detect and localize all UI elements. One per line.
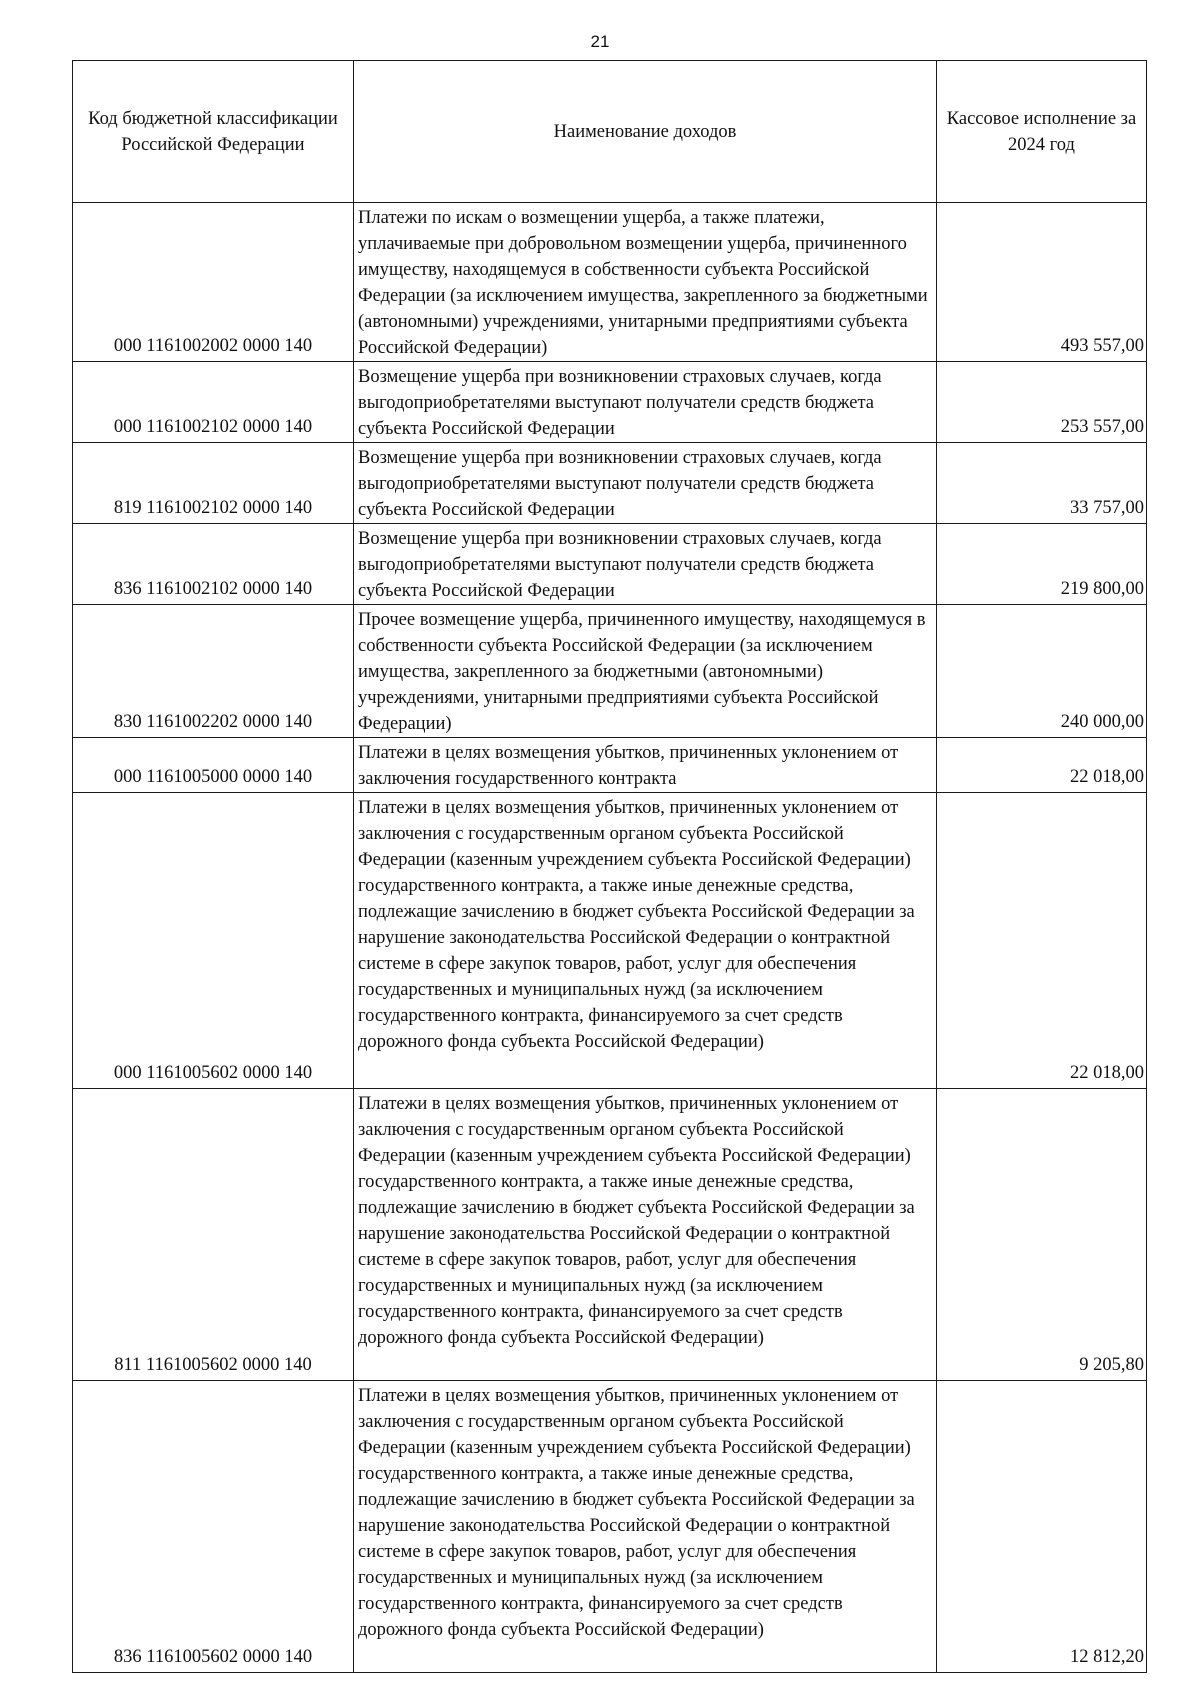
header-name: Наименование доходов: [354, 61, 937, 203]
table-header: [73, 61, 1147, 203]
header-amount: Кассовое исполнение за 2024 год: [937, 61, 1147, 203]
row-code: 000 1161002002 0000 140: [73, 203, 354, 362]
row-name: Платежи в целях возмещения убытков, причиненных уклонением от заключения с государственным органом субъекта Российской Федерации (казенным учреждением субъекта Российской Федерации) государственного контракта, а также иные денежные средства, подлежащие зачислению в бюджет субъекта Российской Федерации за нарушение законодательства Российской Федерации о контрактной системе в сфере закупок товаров, работ, услуг для обеспечения государственных и муниципальных нужд (за исключением государственного контракта, финансируемого за счет средств дорожного фонда субъекта Российской Федерации): [354, 793, 937, 1089]
row-amount: 219 800,00: [937, 524, 1147, 605]
row-name: Платежи в целях возмещения убытков, причиненных уклонением от заключения с государственным органом субъекта Российской Федерации (казенным учреждением субъекта Российской Федерации) государственного контракта, а также иные денежные средства, подлежащие зачислению в бюджет субъекта Российской Федерации за нарушение законодательства Российской Федерации о контрактной системе в сфере закупок товаров, работ, услуг для обеспечения государственных и муниципальных нужд (за исключением государственного контракта, финансируемого за счет средств дорожного фонда субъекта Российской Федерации): [354, 1089, 937, 1381]
row-name: Платежи в целях возмещения убытков, причиненных уклонением от заключения государственного контракта: [354, 738, 937, 793]
table-row: [73, 362, 1147, 443]
row-code: 836 1161005602 0000 140: [73, 1381, 354, 1673]
row-name: Прочее возмещение ущерба, причиненного имуществу, находящемуся в собственности субъекта Российской Федерации (за исключением имущества, закрепленного за бюджетными (автономными) учреждениями, унитарными предприятиями субъекта Российской Федерации): [354, 605, 937, 738]
table-row: [73, 1381, 1147, 1673]
row-amount: 22 018,00: [937, 738, 1147, 793]
row-code: 000 1161005000 0000 140: [73, 738, 354, 793]
row-code: 819 1161002102 0000 140: [73, 443, 354, 524]
header-row: [73, 61, 1147, 203]
row-name: Платежи в целях возмещения убытков, причиненных уклонением от заключения с государственным органом субъекта Российской Федерации (казенным учреждением субъекта Российской Федерации) государственного контракта, а также иные денежные средства, подлежащие зачислению в бюджет субъекта Российской Федерации за нарушение законодательства Российской Федерации о контрактной системе в сфере закупок товаров, работ, услуг для обеспечения государственных и муниципальных нужд (за исключением государственного контракта, финансируемого за счет средств дорожного фонда субъекта Российской Федерации): [354, 1381, 937, 1673]
row-amount: 493 557,00: [937, 203, 1147, 362]
row-amount: 9 205,80: [937, 1089, 1147, 1381]
table-row: [73, 443, 1147, 524]
table-row: [73, 1089, 1147, 1381]
table-row: [73, 203, 1147, 362]
table-body: [73, 203, 1147, 1673]
row-code: 000 1161002102 0000 140: [73, 362, 354, 443]
revenue-table: [72, 60, 1147, 1673]
row-amount: 33 757,00: [937, 443, 1147, 524]
row-name: Возмещение ущерба при возникновении страховых случаев, когда выгодоприобретателями выступают получатели средств бюджета субъекта Российской Федерации: [354, 443, 937, 524]
row-name: Возмещение ущерба при возникновении страховых случаев, когда выгодоприобретателями выступают получатели средств бюджета субъекта Российской Федерации: [354, 524, 937, 605]
table-row: [73, 524, 1147, 605]
header-code: Код бюджетной классификации Российской Федерации: [73, 61, 354, 203]
table-row: [73, 793, 1147, 1089]
row-amount: 22 018,00: [937, 793, 1147, 1089]
row-code: 836 1161002102 0000 140: [73, 524, 354, 605]
table-row: [73, 738, 1147, 793]
row-amount: 253 557,00: [937, 362, 1147, 443]
row-code: 830 1161002202 0000 140: [73, 605, 354, 738]
row-name: Возмещение ущерба при возникновении страховых случаев, когда выгодоприобретателями выступают получатели средств бюджета субъекта Российской Федерации: [354, 362, 937, 443]
row-code: 811 1161005602 0000 140: [73, 1089, 354, 1381]
row-amount: 12 812,20: [937, 1381, 1147, 1673]
row-code: 000 1161005602 0000 140: [73, 793, 354, 1089]
row-amount: 240 000,00: [937, 605, 1147, 738]
row-name: Платежи по искам о возмещении ущерба, а также платежи, уплачиваемые при добровольном возмещении ущерба, причиненного имуществу, находящемуся в собственности субъекта Российской Федерации (за исключением имущества, закрепленного за бюджетными (автономными) учреждениями, унитарными предприятиями субъекта Российской Федерации): [354, 203, 937, 362]
table-row: [73, 605, 1147, 738]
page-number: 21: [590, 32, 610, 51]
